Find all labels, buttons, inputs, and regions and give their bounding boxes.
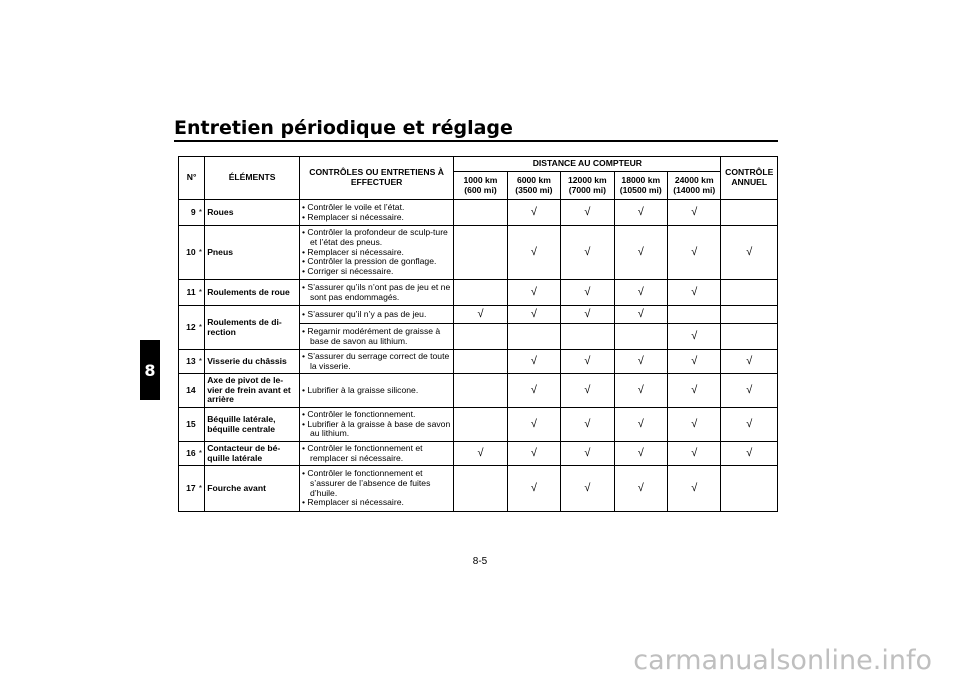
row-item: Pneus [205,226,300,280]
checks-cell [299,374,453,408]
header-distance-4 [614,172,667,200]
check-item: • S’assurer qu’ils n’ont pas de jeu et ne sont pas endommagés. [302,283,451,303]
interval-check-cell [668,280,721,306]
check-item: • Contrôler le fonctionnement. [302,410,451,420]
table-row [179,226,778,280]
check-mark: √ [584,286,591,299]
distance-mi: (7000 mi) [568,184,606,195]
checks-cell [299,226,453,280]
table-row [179,442,778,466]
header-distance-3 [561,172,614,200]
distance-mi: (10500 mi) [619,184,662,195]
checks-cell [299,442,453,466]
distance-km: 12000 km [567,174,607,185]
check-mark: √ [691,384,698,397]
table-row [179,280,778,306]
check-mark: √ [637,482,644,495]
interval-check-cell [614,306,667,324]
interval-check-cell [561,374,614,408]
row-number: 17 [179,466,197,512]
table-body [179,200,778,512]
row-item: Roulements de di-rection [205,306,300,350]
interval-check-cell [668,442,721,466]
checks-cell [299,280,453,306]
annual-check-cell [721,350,778,374]
check-mark: √ [691,447,698,460]
row-asterisk: * [197,200,205,226]
check-mark: √ [477,447,484,460]
row-item: Roulements de roue [205,280,300,306]
check-mark: √ [637,286,644,299]
row-item: Axe de pivot de le-vier de frein avant et arrière [205,374,300,408]
distance-km: 24000 km [674,174,714,185]
annual-check-cell [721,200,778,226]
checks-cell [299,306,453,324]
row-number: 16 [179,442,197,466]
check-mark: √ [530,206,537,219]
row-asterisk [197,374,205,408]
table-row [179,306,778,324]
row-asterisk: * [197,306,205,350]
interval-check-cell [561,350,614,374]
interval-check-cell [454,442,507,466]
check-mark: √ [530,246,537,259]
row-number: 14 [179,374,197,408]
row-item: Béquille latérale, béquille centrale [205,408,300,442]
check-mark: √ [691,286,698,299]
check-mark: √ [584,206,591,219]
check-item: • Regarnir modérément de graisse à base de savon au lithium. [302,327,451,347]
check-mark: √ [584,418,591,431]
check-mark: √ [691,418,698,431]
check-item: • Contrôler la pression de gonflage. [302,257,451,267]
check-mark: √ [584,308,591,321]
interval-check-cell [614,442,667,466]
interval-check-cell [454,408,507,442]
distance-mi: (600 mi) [464,184,497,195]
interval-check-cell [668,200,721,226]
interval-check-cell [507,442,560,466]
header-items: ÉLÉMENTS [205,157,300,200]
interval-check-cell [668,408,721,442]
interval-check-cell [614,200,667,226]
interval-check-cell [507,306,560,324]
check-mark: √ [584,355,591,368]
page-number: 8-5 [472,556,488,567]
interval-check-cell [614,374,667,408]
check-mark: √ [637,384,644,397]
check-mark: √ [584,384,591,397]
row-number: 11 [179,280,197,306]
interval-check-cell [454,226,507,280]
annual-check-cell [721,306,778,324]
row-asterisk: * [197,350,205,374]
row-item: Contacteur de bé-quille latérale [205,442,300,466]
row-asterisk: * [197,226,205,280]
check-item: • Remplacer si nécessaire. [302,248,451,258]
interval-check-cell [561,200,614,226]
maintenance-table [178,156,778,512]
interval-check-cell [614,408,667,442]
check-mark: √ [530,308,537,321]
check-item: • Contrôler la profondeur de sculp-ture et l’état des pneus. [302,228,451,248]
watermark: carmanualsonline.info [633,645,932,676]
interval-check-cell [507,200,560,226]
row-number: 10 [179,226,197,280]
check-item: • Contrôler le fonctionnement et s’assurer de l’absence de fuites d’huile. [302,469,451,498]
check-item: • S’assurer du serrage correct de toute la visserie. [302,352,451,372]
interval-check-cell [614,350,667,374]
interval-check-cell [614,324,667,350]
row-item: Fourche avant [205,466,300,512]
annual-check-cell [721,324,778,350]
row-number: 13 [179,350,197,374]
row-number: 15 [179,408,197,442]
check-mark: √ [584,482,591,495]
check-mark: √ [637,308,644,321]
interval-check-cell [561,466,614,512]
row-number: 12 [179,306,197,350]
interval-check-cell [507,374,560,408]
distance-mi: (3500 mi) [515,184,553,195]
row-number: 9 [179,200,197,226]
annual-check-cell [721,280,778,306]
interval-check-cell [561,408,614,442]
interval-check-cell [454,306,507,324]
check-mark: √ [530,384,537,397]
check-mark: √ [584,246,591,259]
check-mark: √ [637,447,644,460]
check-item: • Contrôler le fonctionnement et remplacer si nécessaire. [302,444,451,464]
interval-check-cell [668,466,721,512]
check-mark: √ [530,447,537,460]
check-mark: √ [530,355,537,368]
header-distance-1 [454,172,507,200]
check-item: • Contrôler le voile et l’état. [302,203,451,213]
check-mark: √ [746,447,753,460]
title-rule [174,140,778,142]
check-mark: √ [584,447,591,460]
check-mark: √ [691,355,698,368]
check-mark: √ [637,246,644,259]
checks-cell [299,200,453,226]
table-row [179,200,778,226]
check-mark: √ [691,482,698,495]
interval-check-cell [507,408,560,442]
interval-check-cell [561,226,614,280]
interval-check-cell [668,226,721,280]
distance-mi: (14000 mi) [673,184,716,195]
check-mark: √ [477,308,484,321]
interval-check-cell [454,350,507,374]
check-mark: √ [691,330,698,343]
check-item: • Remplacer si nécessaire. [302,498,451,508]
annual-check-cell [721,466,778,512]
annual-check-cell [721,226,778,280]
table-row [179,374,778,408]
check-mark: √ [530,286,537,299]
interval-check-cell [507,280,560,306]
interval-check-cell [561,442,614,466]
interval-check-cell [507,350,560,374]
annual-check-cell [721,408,778,442]
row-asterisk: * [197,442,205,466]
table-row [179,350,778,374]
row-item: Roues [205,200,300,226]
header-no: N° [179,157,205,200]
interval-check-cell [668,374,721,408]
check-mark: √ [691,206,698,219]
header-distance: DISTANCE AU COMPTEUR [454,157,721,172]
interval-check-cell [507,226,560,280]
interval-check-cell [561,324,614,350]
check-item: • Remplacer si nécessaire. [302,213,451,223]
check-mark: √ [637,355,644,368]
checks-cell [299,324,453,350]
annual-check-cell [721,374,778,408]
interval-check-cell [561,306,614,324]
check-mark: √ [746,246,753,259]
header-distance-2 [507,172,560,200]
check-item: • Lubrifier à la graisse silicone. [302,386,451,396]
page-title: Entretien périodique et réglage [174,117,513,139]
row-asterisk: * [197,280,205,306]
check-mark: √ [746,418,753,431]
checks-cell [299,350,453,374]
check-mark: √ [746,355,753,368]
checks-cell [299,408,453,442]
distance-km: 18000 km [621,174,661,185]
interval-check-cell [614,280,667,306]
interval-check-cell [668,324,721,350]
check-mark: √ [530,418,537,431]
check-mark: √ [637,206,644,219]
check-mark: √ [691,246,698,259]
interval-check-cell [507,324,560,350]
chapter-tab: 8 [140,340,160,400]
interval-check-cell [454,374,507,408]
annual-check-cell [721,442,778,466]
interval-check-cell [507,466,560,512]
interval-check-cell [454,324,507,350]
interval-check-cell [614,226,667,280]
table-row [179,466,778,512]
check-mark: √ [746,384,753,397]
row-asterisk: * [197,466,205,512]
distance-km: 1000 km [463,174,498,185]
interval-check-cell [614,466,667,512]
row-asterisk [197,408,205,442]
row-item: Visserie du châssis [205,350,300,374]
table-row [179,408,778,442]
check-item: • Lubrifier à la graisse à base de savon au lithium. [302,420,451,440]
interval-check-cell [454,280,507,306]
interval-check-cell [561,280,614,306]
check-item: • S’assurer qu’il n’y a pas de jeu. [302,310,451,320]
header-distance-5 [668,172,721,200]
check-mark: √ [637,418,644,431]
interval-check-cell [668,306,721,324]
interval-check-cell [454,200,507,226]
header-annual: CONTRÔLE ANNUEL [721,157,778,200]
interval-check-cell [668,350,721,374]
checks-cell [299,466,453,512]
interval-check-cell [454,466,507,512]
check-item: • Corriger si nécessaire. [302,267,451,277]
header-checks: CONTRÔLES OU ENTRETIENS À EFFECTUER [299,157,453,200]
distance-km: 6000 km [516,174,551,185]
check-mark: √ [530,482,537,495]
